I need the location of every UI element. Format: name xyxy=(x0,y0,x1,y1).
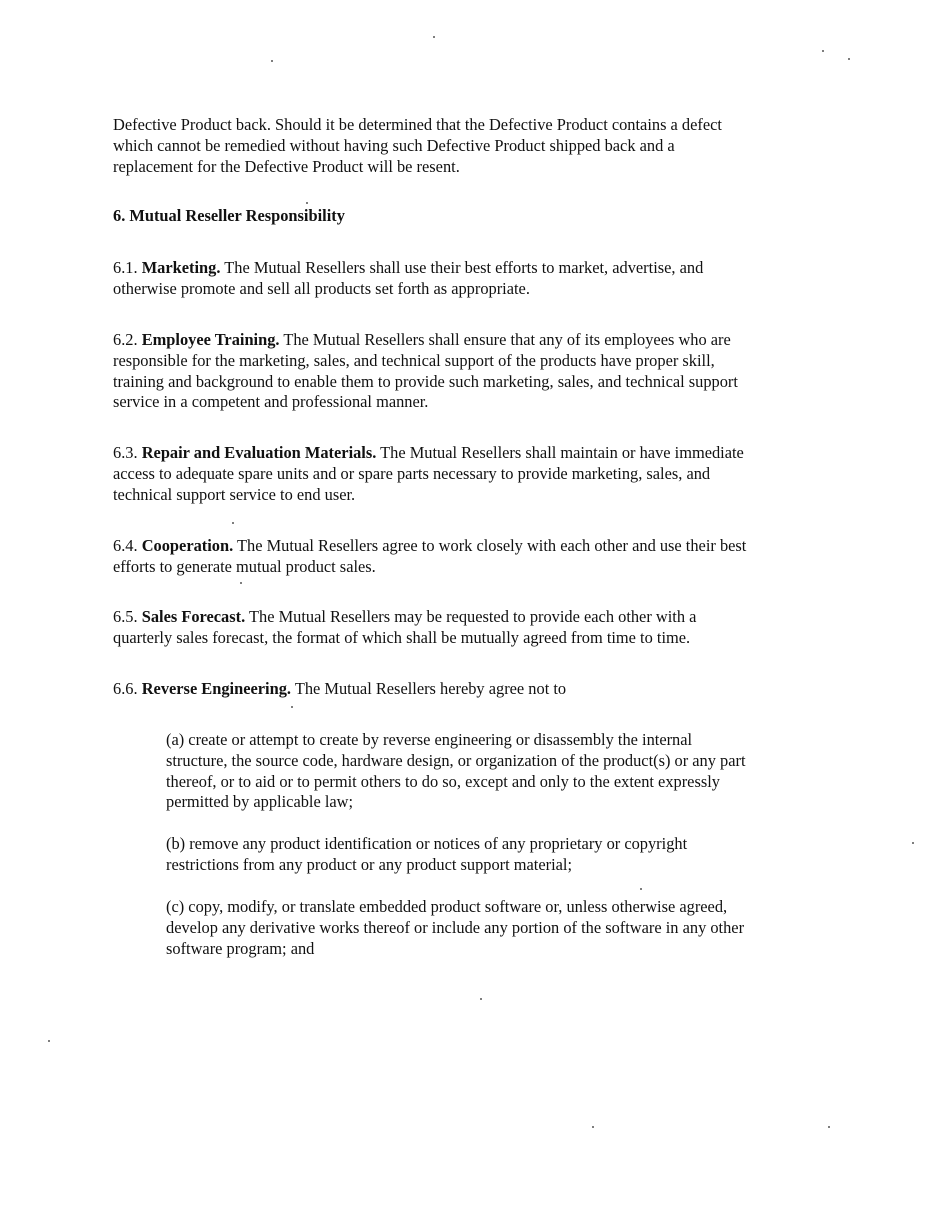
scan-speck xyxy=(232,522,234,524)
scan-speck xyxy=(640,888,642,890)
sub-item-line: develop any derivative works thereof or include any portion of the software in any other xyxy=(166,917,745,937)
intro-line: replacement for the Defective Product will be resent. xyxy=(113,156,460,176)
clause-text: responsible for the marketing, sales, and technical support of the products have proper skill, xyxy=(113,350,715,370)
clause-title: Employee Training. xyxy=(141,330,280,349)
scan-speck xyxy=(848,58,850,60)
scan-speck xyxy=(480,998,482,1000)
clause-text: The Mutual Resellers shall use their best efforts to market, advertise, and xyxy=(224,258,704,277)
sub-item-line: restrictions from any product or any product support material; xyxy=(166,854,573,874)
sub-item-line: permitted by applicable law; xyxy=(166,792,354,812)
clause-number: 6.3. xyxy=(113,443,138,462)
intro-line: which cannot be remedied without having such Defective Product shipped back and a xyxy=(113,135,675,155)
clause-text: efforts to generate mutual product sales. xyxy=(113,556,376,576)
sub-item-c xyxy=(166,897,826,959)
intro-line: Defective Product back. Should it be determined that the Defective Product contains a defect xyxy=(113,115,722,134)
clause-text: access to adequate spare units and or spare parts necessary to provide marketing, sales, and xyxy=(113,463,711,483)
sub-item-a xyxy=(166,730,826,813)
clause-text: technical support service to end user. xyxy=(113,484,356,504)
clause-number: 6.1. xyxy=(113,258,138,277)
clause-number: 6.5. xyxy=(113,607,138,626)
sub-item-line: (c) copy, modify, or translate embedded product software or, unless otherwise agreed, xyxy=(166,897,728,916)
clause-text: The Mutual Resellers hereby agree not to xyxy=(294,679,567,698)
clause-text: training and background to enable them to provide such marketing, sales, and technical support xyxy=(113,371,738,391)
clause-6-4 xyxy=(113,536,823,578)
clause-text: quarterly sales forecast, the format of which shall be mutually agreed from time to time. xyxy=(113,627,691,647)
clause-6-5 xyxy=(113,607,823,649)
sub-item-b xyxy=(166,834,826,876)
clause-title: Reverse Engineering. xyxy=(141,679,292,698)
clause-title: Repair and Evaluation Materials. xyxy=(141,443,377,462)
section-6-heading: 6. Mutual Reseller Responsibility xyxy=(113,206,345,225)
clause-number: 6.6. xyxy=(113,679,138,698)
clause-number: 6.2. xyxy=(113,330,138,349)
clause-text: otherwise promote and sell all products set forth as appropriate. xyxy=(113,278,530,298)
scan-speck xyxy=(48,1040,50,1042)
scan-speck xyxy=(306,202,308,204)
scan-speck xyxy=(912,842,914,844)
section-heading xyxy=(113,206,823,227)
clause-6-2 xyxy=(113,330,823,413)
scan-speck xyxy=(271,60,273,62)
clause-number: 6.4. xyxy=(113,536,138,555)
clause-text: service in a competent and professional manner. xyxy=(113,392,429,412)
clause-6-1 xyxy=(113,258,823,300)
scan-speck xyxy=(240,582,242,584)
intro-paragraph xyxy=(113,115,823,177)
clause-6-3 xyxy=(113,443,823,505)
clause-title: Marketing. xyxy=(141,258,221,277)
clause-title: Cooperation. xyxy=(141,536,234,555)
clause-title: Sales Forecast. xyxy=(141,607,246,626)
scan-speck xyxy=(592,1126,594,1128)
scan-speck xyxy=(433,36,435,38)
sub-item-line: thereof, or to aid or to permit others to do so, except and only to the extent expressly xyxy=(166,771,720,791)
clause-text: The Mutual Resellers shall maintain or have immediate xyxy=(380,443,744,462)
scan-speck xyxy=(291,706,293,708)
clause-text: The Mutual Resellers agree to work closely with each other and use their best xyxy=(237,536,747,555)
scan-speck xyxy=(828,1126,830,1128)
sub-item-line: software program; and xyxy=(166,938,315,958)
clause-text: The Mutual Resellers may be requested to provide each other with a xyxy=(249,607,697,626)
clause-6-6 xyxy=(113,679,823,700)
sub-item-line: (a) create or attempt to create by reverse engineering or disassembly the internal xyxy=(166,730,693,749)
clause-text: The Mutual Resellers shall ensure that any of its employees who are xyxy=(283,330,731,349)
sub-item-line: (b) remove any product identification or notices of any proprietary or copyright xyxy=(166,834,688,853)
sub-item-line: structure, the source code, hardware design, or organization of the product(s) or any part xyxy=(166,750,746,770)
scan-speck xyxy=(822,50,824,52)
